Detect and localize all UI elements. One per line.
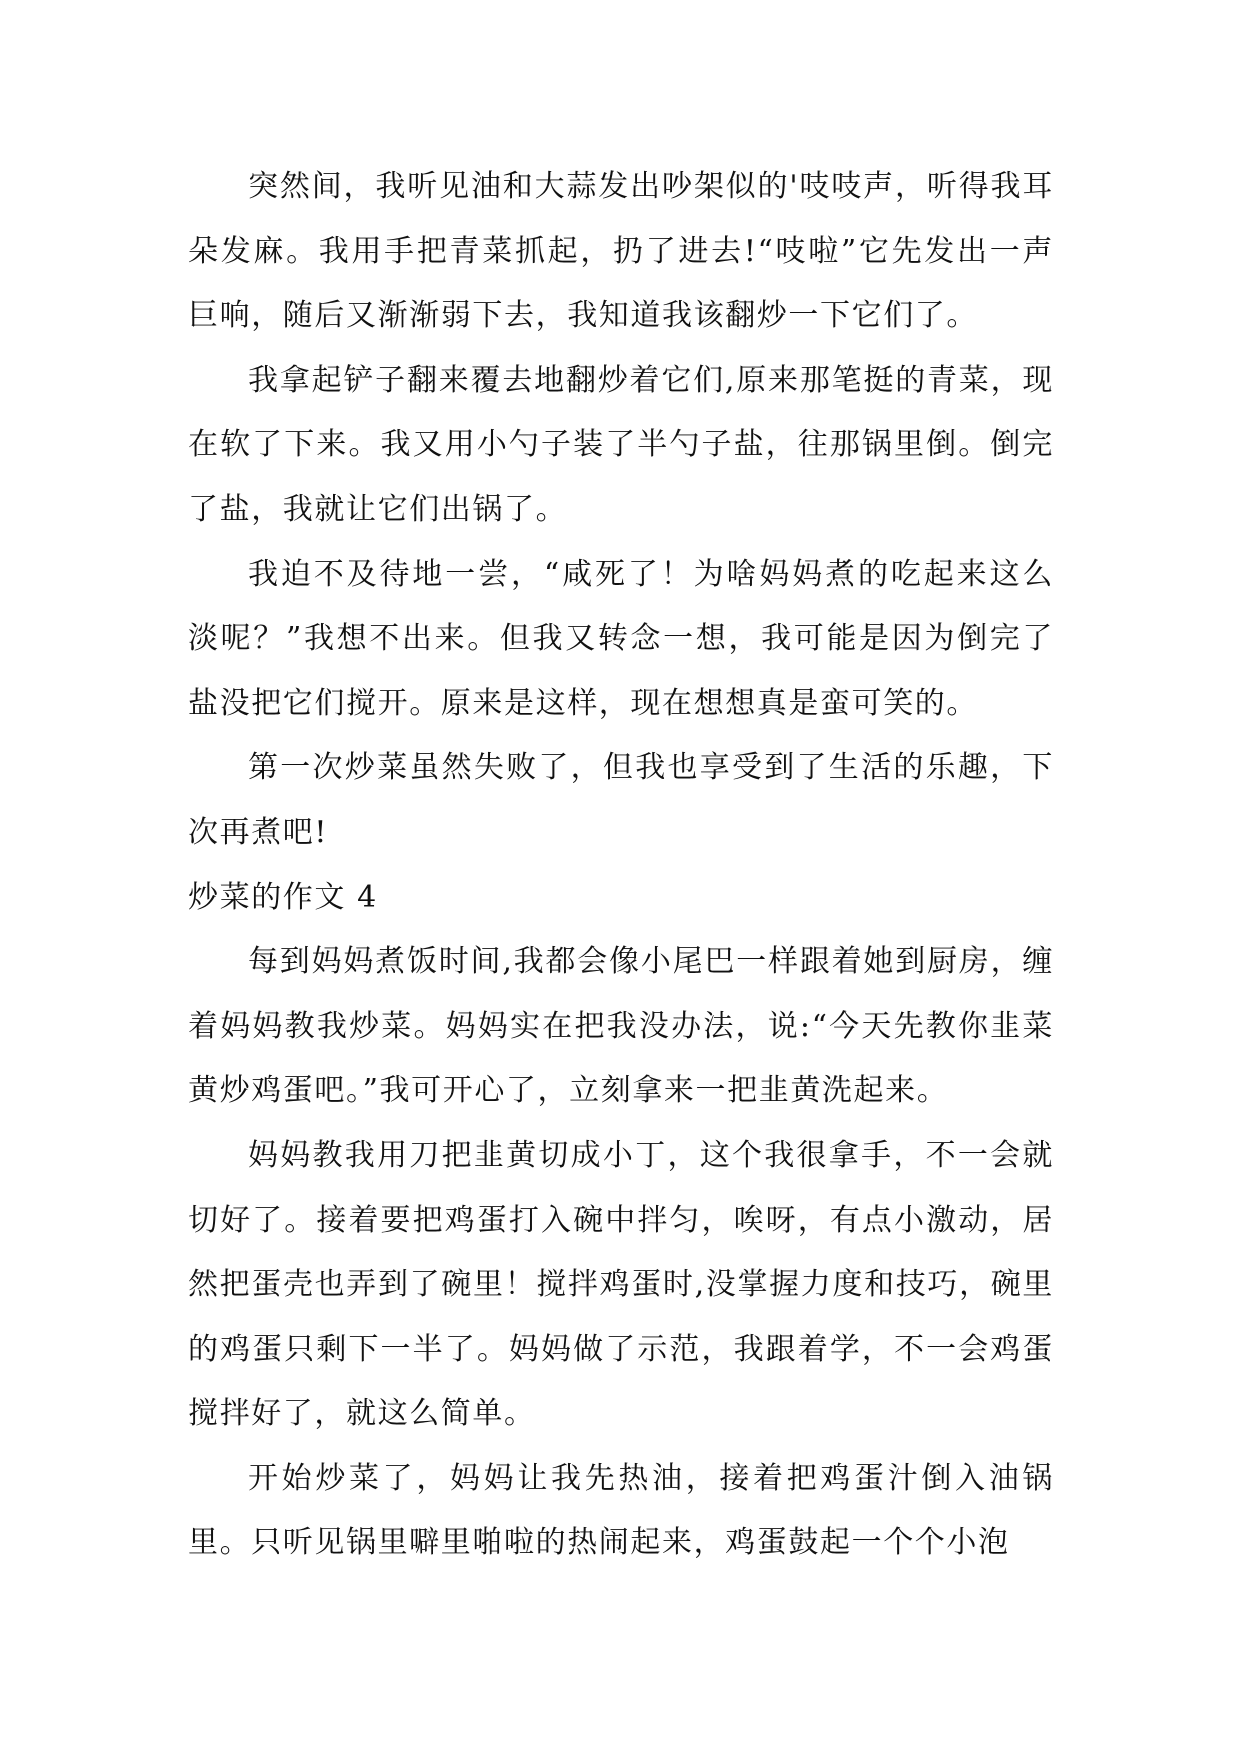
paragraph: 每到妈妈煮饭时间,我都会像小尾巴一样跟着她到厨房，缠着妈妈教我炒菜。妈妈实在把我没办法，说:“今天先教你韭菜黄炒鸡蛋吧。”我可开心了，立刻拿来一把韭黄洗起来。 [188, 944, 1054, 1109]
paragraph: 突然间，我听见油和大蒜发出吵架似的'吱吱声，听得我耳朵发麻。我用手把青菜抓起，扔了进去!“吱啦”它先发出一声巨响，随后又渐渐弱下去，我知道我该翻炒一下它们了。 [188, 169, 1054, 334]
paragraph: 妈妈教我用刀把韭黄切成小丁，这个我很拿手，不一会就切好了。接着要把鸡蛋打入碗中拌匀，唉呀，有点小激动，居然把蛋壳也弄到了碗里！搅拌鸡蛋时,没掌握力度和技巧，碗里的鸡蛋只剩下一半了。妈妈做了示范，我跟着学，不一会鸡蛋搅拌好了，就这么简单。 [188, 1137, 1054, 1432]
section-title: 炒菜的作文 4 [188, 879, 378, 915]
paragraph: 我拿起铲子翻来覆去地翻炒着它们,原来那笔挺的青菜，现在软了下来。我又用小勺子装了半勺子盐，往那锅里倒。倒完了盐，我就让它们出锅了。 [188, 362, 1054, 527]
paragraph: 第一次炒菜虽然失败了，但我也享受到了生活的乐趣，下次再煮吧! [188, 750, 1054, 850]
paragraph: 我迫不及待地一尝，“咸死了！为啥妈妈煮的吃起来这么淡呢？”我想不出来。但我又转念一想，我可能是因为倒完了盐没把它们搅开。原来是这样，现在想想真是蛮可笑的。 [188, 556, 1054, 721]
paragraph: 开始炒菜了，妈妈让我先热油，接着把鸡蛋汁倒入油锅里。只听见锅里噼里啪啦的热闹起来，鸡蛋鼓起一个个小泡 [188, 1460, 1054, 1561]
document-page [188, 155, 1054, 1576]
